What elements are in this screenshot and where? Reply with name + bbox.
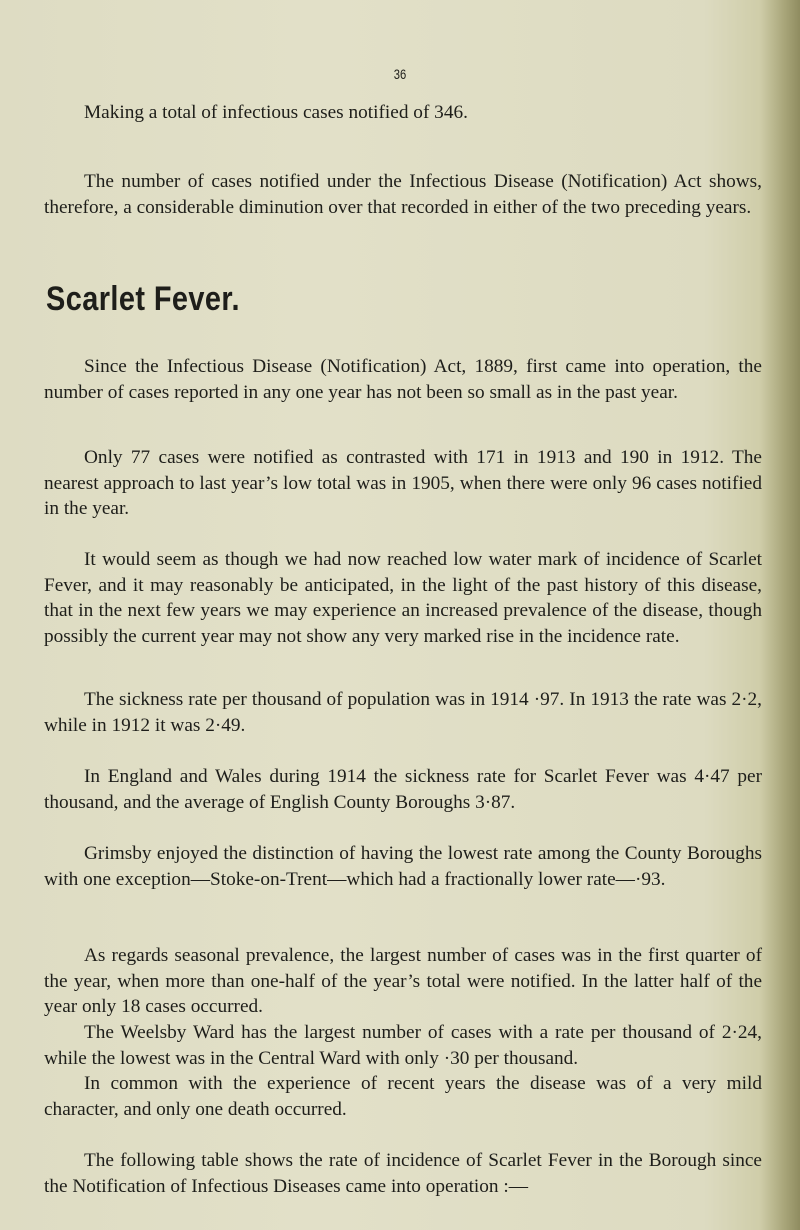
paragraph: As regards seasonal prevalence, the largest number of cases was in the first quarter of the year, when more than one-half of the year’s total were notified. In the latter half of the year only 18 cases occurred. [44, 945, 762, 1018]
paragraph: The number of cases notified under the Infectious Disease (Notification) Act shows, therefore, a considerable diminution over that recorded in either of the two preceding years. [44, 171, 762, 218]
section-heading: Scarlet Fever. [46, 280, 240, 318]
page-number: 36 [393, 66, 407, 82]
paragraph: It would seem as though we had now reached low water mark of incidence of Scarlet Fever, and it may reasonably be anticipated, in the light of the past history of this disease, that in the next few years we may experience an increased prevalence of the disease, though possibly the current year may not show any very marked rise in the incidence rate. [44, 549, 762, 647]
paragraph: In England and Wales during 1914 the sickness rate for Scarlet Fever was 4·47 per thousand, and the average of English County Boroughs 3·87. [44, 766, 762, 813]
paragraph: Only 77 cases were notified as contrasted with 171 in 1913 and 190 in 1912. The nearest approach to last year’s low total was in 1905, when there were only 96 cases notified in the year. [44, 447, 762, 520]
paragraph: Since the Infectious Disease (Notification) Act, 1889, first came into operation, the number of cases reported in any one year has not been so small as in the past year. [44, 356, 762, 403]
paragraph: The Weelsby Ward has the largest number of cases with a rate per thousand of 2·24, while the lowest was in the Central Ward with only ·30 per thousand. [44, 1022, 762, 1069]
paragraph: Grimsby enjoyed the distinction of having the lowest rate among the County Boroughs with one exception—Stoke-on-Trent—which had a fractionally lower rate—·93. [44, 843, 762, 890]
paragraph: The following table shows the rate of incidence of Scarlet Fever in the Borough since the Notification of Infectious Diseases came into operation :— [44, 1150, 762, 1197]
paragraph: The sickness rate per thousand of population was in 1914 ·97. In 1913 the rate was 2·2, while in 1912 it was 2·49. [44, 689, 762, 736]
paragraph: Making a total of infectious cases notified of 346. [84, 102, 468, 123]
paragraph: In common with the experience of recent years the disease was of a very mild character, and only one death occurred. [44, 1073, 762, 1120]
